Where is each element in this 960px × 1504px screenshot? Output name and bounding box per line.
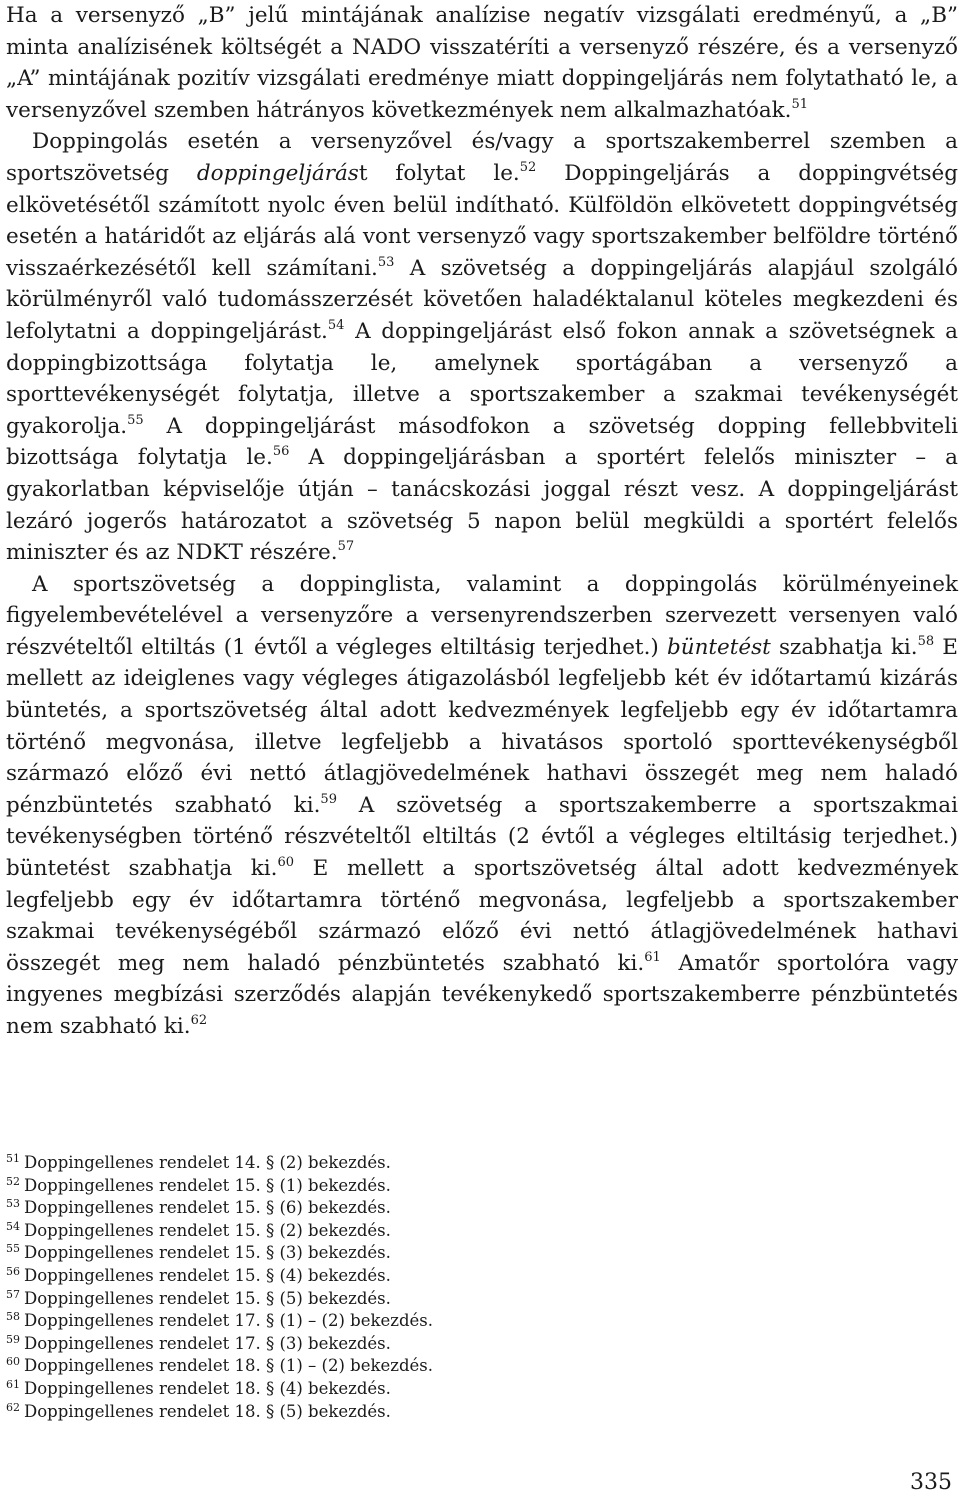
footnote: [6, 1265, 706, 1288]
footnote: [6, 1197, 706, 1220]
footnote-text: Doppingellenes rendelet 17. § (1) – (2) bekezdés.: [24, 1311, 433, 1331]
footnote-reference: 60: [277, 855, 295, 871]
text-run: A sportszövetség a doppinglista, valamint a doppingolás körülményeinek figyelembevételével a versenyzőre a versenyrendszerben szervezett versenyen való részvételtől eltiltás (1 évtől a végleges eltiltásig terjedhet.): [6, 571, 958, 660]
footnote-reference: 57: [337, 539, 355, 555]
footnote-text: Doppingellenes rendelet 18. § (1) – (2) bekezdés.: [24, 1356, 433, 1376]
emphasized-text: doppingeljárás: [196, 160, 359, 186]
footnote-number: 54: [6, 1219, 20, 1233]
footnote: [6, 1288, 706, 1311]
footnote-number: 59: [6, 1332, 20, 1346]
footnote-number: 57: [6, 1287, 20, 1301]
footnote-text: Doppingellenes rendelet 15. § (1) bekezdés.: [24, 1175, 391, 1195]
paragraph: [6, 126, 958, 568]
text-run: Amatőr sportolóra vagy ingyenes megbízási szerződés alapján tevékenykedő sportszakemberre pénzbüntetés nem szabható ki.: [6, 950, 958, 1039]
page-content: [6, 0, 958, 1043]
footnote-text: Doppingellenes rendelet 18. § (4) bekezdés.: [24, 1378, 391, 1398]
emphasized-text: büntetést: [666, 634, 771, 660]
footnote-text: Doppingellenes rendelet 15. § (5) bekezdés.: [24, 1288, 391, 1308]
footnote-reference: 54: [327, 317, 345, 333]
footnote-reference: 53: [377, 254, 395, 270]
footnote: [6, 1355, 706, 1378]
footnote-reference: 59: [320, 791, 337, 807]
footnote-text: Doppingellenes rendelet 14. § (2) bekezdés.: [24, 1153, 391, 1172]
footnote-reference: 56: [272, 444, 290, 460]
footnote-text: Doppingellenes rendelet 15. § (3) bekezdés.: [24, 1243, 391, 1263]
footnote-text: Doppingellenes rendelet 15. § (4) bekezdés.: [24, 1265, 391, 1285]
footnote-text: Doppingellenes rendelet 15. § (6) bekezdés.: [24, 1198, 391, 1218]
text-run: A szövetség a doppingeljárás alapjául szolgáló körülményről való tudomásszerzését követően haladéktalanul köteles megkezdeni és lefolytatni a doppingeljárást.: [6, 255, 958, 344]
footnote-reference: 55: [127, 412, 144, 428]
paragraph: [6, 0, 958, 126]
footnote-text: Doppingellenes rendelet 17. § (3) bekezdés.: [24, 1333, 391, 1353]
footnote-reference: 61: [644, 949, 661, 965]
footnote: [6, 1152, 706, 1175]
footnote-reference: 52: [519, 159, 537, 175]
footnote-number: 61: [6, 1377, 20, 1391]
footnotes: [6, 1152, 706, 1423]
footnote-number: 58: [6, 1310, 20, 1324]
footnote: [6, 1175, 706, 1198]
footnote-reference: 58: [917, 633, 935, 649]
footnote-text: Doppingellenes rendelet 18. § (5) bekezdés.: [24, 1401, 391, 1421]
footnote-number: 51: [6, 1152, 20, 1165]
text-run: A szövetség a sportszakemberre a sportszakmai tevékenységben történő részvételtől eltiltás (2 évtől a végleges eltiltásig terjedhet.) büntetést szabhatja ki.: [6, 792, 958, 882]
text-run: A doppingeljárást másodfokon a szövetség dopping fellebbviteli bizottsága folytatja le.: [6, 413, 958, 471]
footnote-text: Doppingellenes rendelet 15. § (2) bekezdés.: [24, 1220, 391, 1240]
footnote-number: 53: [6, 1197, 20, 1211]
text-run: szabhatja ki.: [770, 634, 918, 660]
footnote: [6, 1310, 706, 1333]
text-run: Doppingeljárás a doppingvétség elkövetésétől számított nyolc éven belül indítható. Külföldön elkövetett doppingvétség esetén a határidőt az eljárás alá vont versenyző vagy sportszakember belföldre történő visszaérkezésétől kell számítani.: [6, 160, 959, 281]
body-text: [6, 0, 958, 1043]
footnote-number: 56: [6, 1264, 20, 1278]
footnote-number: 52: [6, 1174, 20, 1188]
text-run: E mellett az ideiglenes vagy végleges átigazolásból legfeljebb két év időtartamú kizárás büntetés, a sportszövetség által adott kedvezmények legfeljebb egy év időtartamra történő megvonása, illetve legfeljebb a hivatásos sportoló sporttevékenységből származó előző évi nettó átlagjövedelmének hathavi összegét meg nem haladó pénzbüntetés szabható ki.: [6, 634, 958, 818]
text-run: Doppingolás esetén a versenyzővel és/vagy a sportszakemberrel szemben a sportszövetség: [6, 129, 958, 186]
footnote: [6, 1401, 706, 1424]
footnote-number: 62: [6, 1400, 20, 1414]
footnote: [6, 1242, 706, 1265]
text-run: Ha a versenyző „B” jelű mintájának analízise negatív vizsgálati eredményű, a „B” minta analízisének költségét a NADO visszatéríti a versenyző részére, és a versenyző „A” mintájának pozitív vizsgálati eredménye miatt doppingeljárás nem folytatható le, a versenyzővel szemben hátrányos következmények nem alkalmazhatóak.: [6, 3, 958, 123]
text-run: t folytat le.: [358, 160, 520, 186]
footnote: [6, 1378, 706, 1401]
footnote: [6, 1220, 706, 1243]
page-number: 335: [910, 1470, 952, 1495]
text-run: A doppingeljárásban a sportért felelős miniszter – a gyakorlatban képviselője útján – tanácskozási joggal részt vesz. A doppingeljárást lezáró jogerős határozatot a szövetség 5 napon belül megküldi a sportért felelős miniszter és az NDKT részére.: [6, 445, 959, 566]
footnote-number: 60: [6, 1355, 20, 1369]
text-run: A doppingeljárást első fokon annak a szövetségnek a doppingbizottsága folytatja le, amelynek sportágában a versenyző a sporttevékenységét folytatja, illetve a sportszakember a szakmai tevékenységét gyakorolja.: [6, 318, 958, 439]
footnote: [6, 1333, 706, 1356]
footnote-reference: 51: [791, 96, 809, 112]
footnote-number: 55: [6, 1242, 20, 1256]
footnote-reference: 62: [190, 1013, 208, 1028]
text-run: E mellett a sportszövetség által adott kedvezmények legfeljebb egy év időtartamra történő megvonása, legfeljebb a sportszakember szakmai tevékenységéből származó előző évi nettó átlagjövedelmének hathavi összegét meg nem haladó pénzbüntetés szabható ki.: [6, 856, 958, 976]
paragraph: [6, 569, 958, 1043]
